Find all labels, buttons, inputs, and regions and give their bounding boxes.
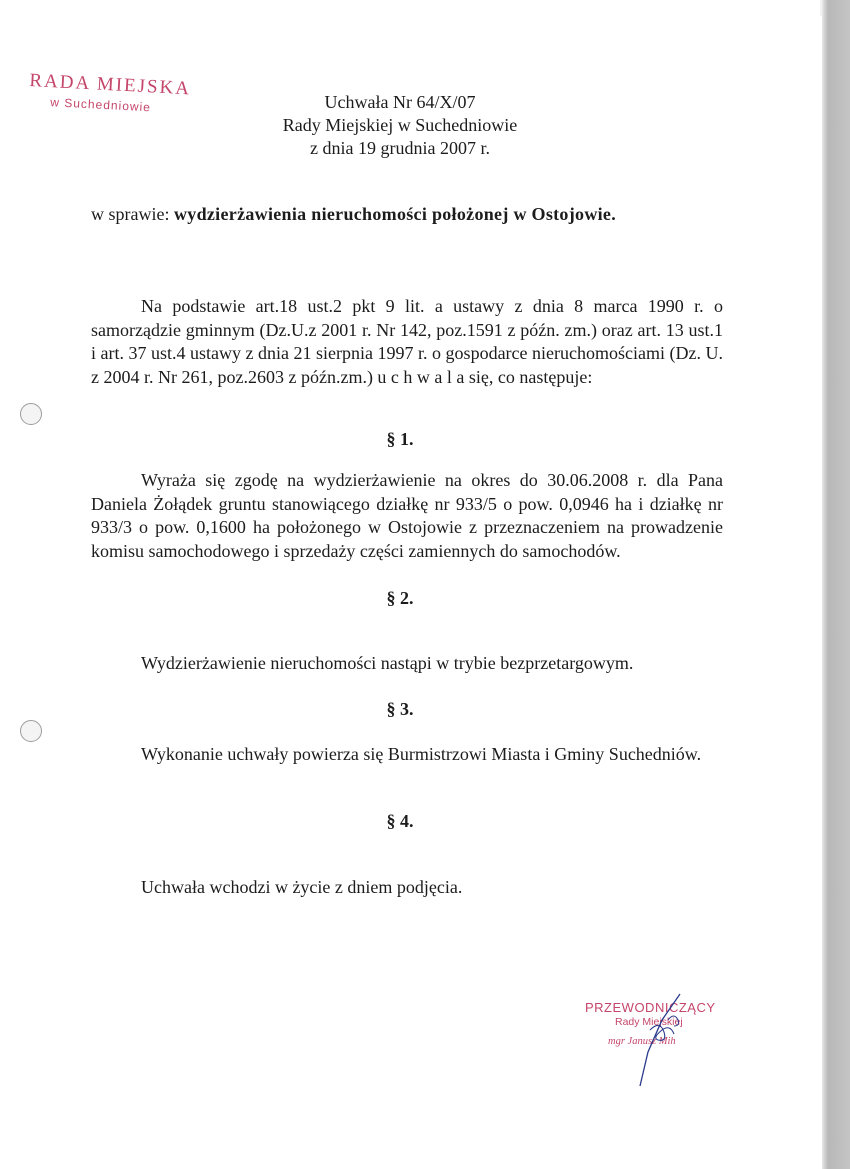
section-1-text: Wyraża się zgodę na wydzierżawienie na okres do 30.06.2008 r. dla Pana Daniela Żołądek gruntu stanowiącego działkę nr 933/5 o pow. 0,0946 ha i działkę nr 933/3 o pow. 0,1600 ha położonego w Ostojowie z przeznaczeniem na prowadzenie komisu samochodowego i sprzedaży części zamiennych do samochodów. <box>91 470 723 561</box>
signature-title: PRZEWODNICZĄCY <box>585 1000 716 1015</box>
council-stamp <box>28 70 192 116</box>
section-1-heading: § 1. <box>386 429 414 449</box>
section-3-text: Wykonanie uchwały powierza się Burmistrzowi Miasta i Gminy Suchedniów. <box>141 744 702 764</box>
subject-prefix: w sprawie: <box>91 204 170 224</box>
issuing-body: Rady Miejskiej w Suchedniowie <box>282 115 518 135</box>
section-4-text: Uchwała wchodzi w życie z dniem podjęcia. <box>141 877 463 897</box>
punch-hole <box>20 403 42 425</box>
section-4-heading: § 4. <box>386 811 414 831</box>
section-2-text: Wydzierżawienie nieruchomości nastąpi w trybie bezprzetargowym. <box>141 653 634 673</box>
stamp-line-2: w Suchedniowie <box>49 95 152 115</box>
handwritten-signature <box>580 990 830 1090</box>
chairman-signature-stamp <box>580 990 830 1090</box>
preamble: Na podstawie art.18 ust.2 pkt 9 lit. a ustawy z dnia 8 marca 1990 r. o samorządzie gminnym (Dz.U.z 2001 r. Nr 142, poz.1591 z późn. zm.) oraz art. 13 ust.1 i art. 37 ust.4 ustawy z dnia 21 sierpnia 1997 r. o gospodarce nieruchomościami (Dz. U. z 2004 r. Nr 261, poz.2603 z późn.zm.) u c h w a l a się, co następuje: <box>91 296 723 387</box>
resolution-header <box>255 91 545 160</box>
subject-text: wydzierżawienia nieruchomości położonej w Ostojowie. <box>173 204 617 224</box>
punch-hole <box>20 720 42 742</box>
signature-name: mgr Janusz Mih <box>608 1036 676 1047</box>
signature-subtitle: Rady Miejskiej <box>615 1016 683 1028</box>
subject-line <box>91 204 616 225</box>
section-2-heading: § 2. <box>386 588 414 608</box>
resolution-number: Uchwała Nr 64/X/07 <box>324 92 476 112</box>
stamp-line-1: RADA MIEJSKA <box>28 70 192 100</box>
resolution-date: z dnia 19 grudnia 2007 r. <box>310 138 490 158</box>
section-3-heading: § 3. <box>386 699 414 719</box>
